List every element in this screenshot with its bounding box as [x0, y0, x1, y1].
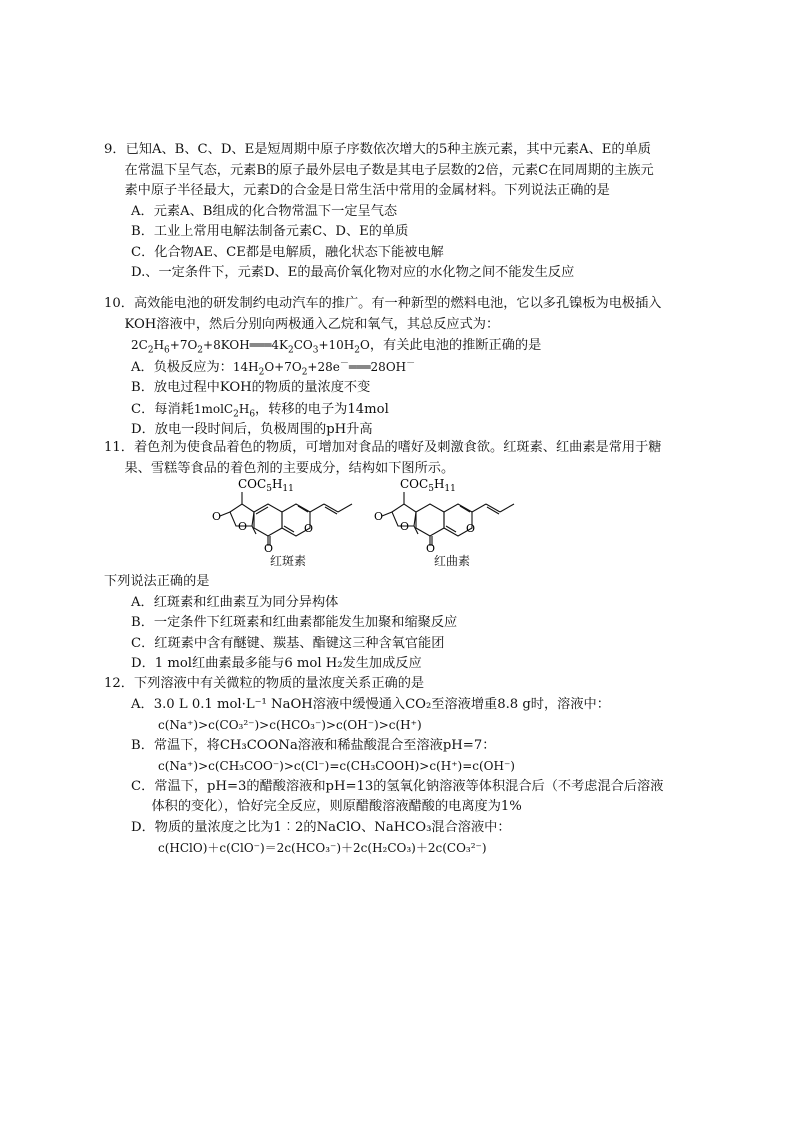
- question-9: [104, 140, 664, 284]
- structure-hongqusu: [374, 476, 534, 552]
- question-10-equation-tail: ，有关此电池的推断正确的是: [369, 338, 542, 353]
- question-11-option-c: C．红斑素中含有醚键、羰基、酯键这三种含氧官能团: [131, 635, 445, 651]
- structure-1-caption: 红斑素: [270, 554, 307, 568]
- question-12-option-a-relation: c(Na⁺)>c(CO₃²⁻)>c(HCO₃⁻)>c(OH⁻)>c(H⁺): [158, 718, 422, 732]
- question-9-option-a: A．元素A、B组成的化合物常温下一定呈气态: [131, 203, 398, 219]
- structure-1-oxygen-4: O: [304, 522, 314, 535]
- question-10-option-d: D．放电一段时间后，负极周围的pH升高: [131, 422, 373, 437]
- structure-2-substituent: $COC_5H_{11}$: [400, 477, 456, 494]
- question-9-option-b: B．工业上常用电解法制备元素C、D、E的单质: [131, 224, 409, 239]
- question-10: [104, 294, 664, 441]
- question-11-lead: 下列说法正确的是: [104, 574, 210, 589]
- question-11-options: [104, 572, 664, 675]
- question-10-option-b: B．放电过程中KOH的物质的量浓度不变: [131, 380, 371, 395]
- question-12-stem: 12．下列溶液中有关微粒的物质的量浓度关系正确的是: [104, 676, 425, 691]
- question-9-stem: 9．已知A、B、C、D、E是短周期中原子序数依次增大的5种主族元素，其中元素A、E的单质在常温下呈气态，元素B的原子最外层电子数是其电子层数的2倍，元素C在同周期的主族元素中原子半径最大，元素D的合金是日常生活中常用的金属材料。下列说法正确的是: [104, 142, 654, 198]
- question-12-option-b: B．常温下，将CH₃COONa溶液和稀盐酸混合至溶液pH=7：: [131, 737, 496, 753]
- question-10-total-equation: $2C_2H_6+7O_2+8KOH═══4K_2CO_3+10H_2O$，有关此电池的推断正确的是: [131, 338, 542, 356]
- question-12-option-a: A．3.0 L 0.1 mol·L⁻¹ NaOH溶液中缓慢通入CO₂至溶液增重8.8 g时，溶液中：: [131, 696, 610, 712]
- question-12-option-b-relation: c(Na⁺)>c(CH₃COO⁻)>c(Cl⁻)=c(CH₃COOH)>c(H⁺)=c(OH⁻): [158, 759, 515, 773]
- question-9-option-d: D.、一定条件下，元素D、E的最高价氧化物对应的水化物之间不能发生反应: [131, 265, 575, 280]
- question-11-option-a: A．红斑素和红曲素互为同分异构体: [131, 594, 339, 610]
- structure-2-oxygen-1: O: [374, 510, 384, 523]
- question-10-option-c-prefix: C．每消耗: [131, 401, 194, 417]
- question-11-option-d: D．1 mol红曲素最多能与6 mol H₂发生加成反应: [131, 656, 422, 671]
- question-12: [104, 674, 664, 859]
- question-12-option-d-relation: c(HClO)＋c(ClO⁻)＝2c(HCO₃⁻)＋2c(H₂CO₃)＋2c(CO₃²⁻): [158, 841, 487, 855]
- structure-2-caption: 红曲素: [434, 554, 471, 568]
- question-12-option-d: D．物质的量浓度之比为1︰2的NaClO、NaHCO₃混合溶液中：: [131, 819, 511, 835]
- structure-2-oxygen-2: O: [400, 520, 410, 533]
- structure-2-oxygen-4: O: [466, 522, 476, 535]
- structure-2-oxygen-3: O: [426, 542, 436, 552]
- question-10-option-c-suffix: ，转移的电子为14mol: [255, 401, 389, 417]
- question-10-option-a: A．负极反应为：$14H_2O+7O_2+28e^-═══28OH^-$: [131, 358, 416, 377]
- question-10-option-c: C．每消耗$1molC_2H_6$，转移的电子为14mol: [131, 401, 389, 419]
- structure-1-oxygen-3: O: [264, 542, 274, 552]
- structure-1-substituent: $COC_5H_{11}$: [238, 477, 294, 494]
- question-10-stem: 10．高效能电池的研发制约电动汽车的推广。有一种新型的燃料电池，它以多孔镍板为电极插入KOH溶液中，然后分别向两极通入乙烷和氧气，其总反应式为：: [104, 296, 662, 332]
- question-10-option-a-prefix: A．负极反应为：: [131, 359, 233, 375]
- question-12-option-c: C．常温下，pH=3的醋酸溶液和pH=13的氢氧化钠溶液等体积混合后（不考虑混合后溶液体积的变化），恰好完全反应，则原醋酸溶液醋酸的电离度为1%: [131, 778, 664, 814]
- structure-1-oxygen-1: O: [212, 510, 222, 523]
- structure-hongbansu: [212, 476, 372, 552]
- question-11-option-b: B．一定条件下红斑素和红曲素都能发生加聚和缩聚反应: [131, 615, 458, 630]
- structure-1-oxygen-2: O: [238, 520, 248, 533]
- question-11: [104, 438, 664, 479]
- question-11-stem: 11．着色剂为使食品着色的物质，可增加对食品的嗜好及刺激食欲。红斑素、红曲素是常用于糖果、雪糕等食品的着色剂的主要成分，结构如下图所示。: [104, 440, 662, 476]
- question-9-option-c: C．化合物AE、CE都是电解质，融化状态下能被电解: [131, 244, 444, 260]
